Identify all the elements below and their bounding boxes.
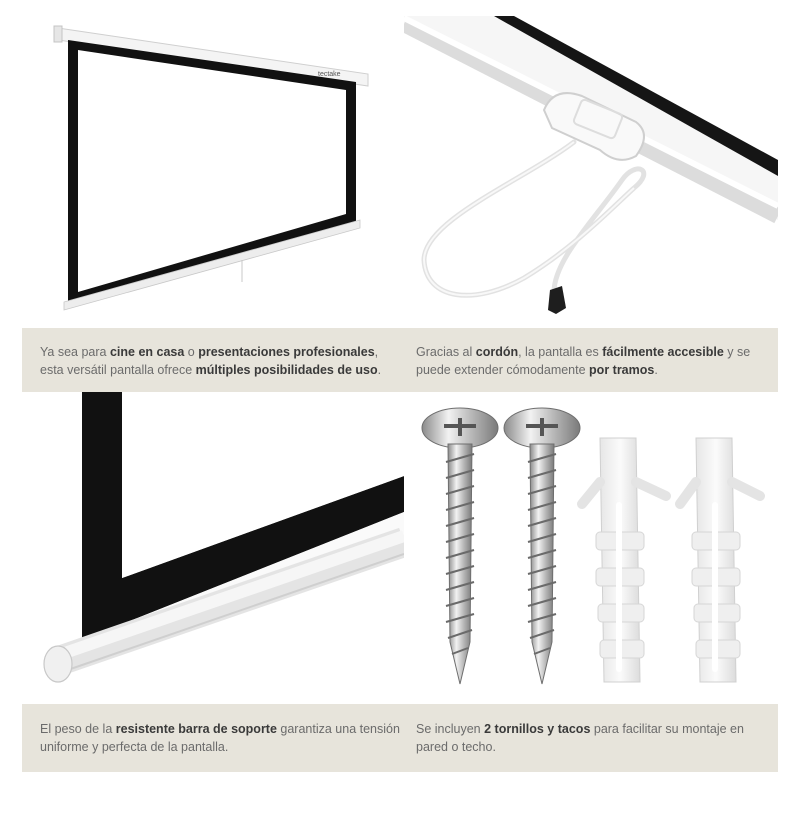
caption-segment: resistente barra de soporte — [115, 722, 277, 736]
caption-segment: cine en casa — [109, 345, 185, 359]
pull-cord-image — [404, 10, 778, 328]
wall-plug-1 — [582, 438, 666, 682]
caption-segment: Se incluyen — [416, 722, 485, 736]
pull-cord-illustration — [404, 10, 778, 328]
screws-and-plugs-image — [404, 392, 778, 704]
screw-2 — [504, 408, 580, 684]
caption-segment: múltiples posibilidades de uso — [195, 363, 378, 377]
caption-segment: El peso de la — [40, 722, 116, 736]
caption-support-bar — [40, 720, 400, 756]
caption-segment: Gracias al — [416, 345, 476, 359]
caption-segment: y se puede extender cómodamente — [416, 345, 751, 377]
caption-segment: garantiza una tensión uniforme y perfecta de la pantalla. — [40, 722, 400, 754]
caption-segment: cordón — [475, 345, 519, 359]
screws-and-plugs-illustration — [404, 392, 778, 704]
caption-segment: por tramos — [589, 363, 655, 377]
caption-segment: . — [377, 363, 382, 377]
caption-segment: , la pantalla es — [518, 345, 603, 359]
caption-segment: fácilmente accesible — [602, 345, 724, 359]
caption-segment: presentaciones profesionales — [198, 345, 375, 359]
caption-band-bottom — [22, 704, 778, 772]
caption-segment: para facilitar su montaje en pared o techo. — [416, 722, 744, 754]
caption-home-cinema — [40, 343, 400, 379]
caption-segment: . — [654, 363, 658, 377]
caption-segment: o — [184, 345, 199, 359]
projector-screen-illustration — [22, 10, 404, 328]
screw-1 — [422, 408, 498, 684]
caption-segment: , esta versátil pantalla ofrece — [40, 345, 379, 377]
caption-segment: Ya sea para — [40, 345, 110, 359]
caption-mounting — [416, 720, 776, 756]
caption-segment: 2 tornillos y tacos — [484, 722, 591, 736]
caption-cord — [416, 343, 776, 379]
support-bar-illustration — [22, 392, 404, 704]
brand-logo: tectake — [318, 71, 341, 78]
caption-band-top — [22, 328, 778, 392]
wall-plug-2 — [680, 438, 760, 682]
support-bar-image — [22, 392, 404, 704]
projector-screen-image — [22, 10, 404, 328]
